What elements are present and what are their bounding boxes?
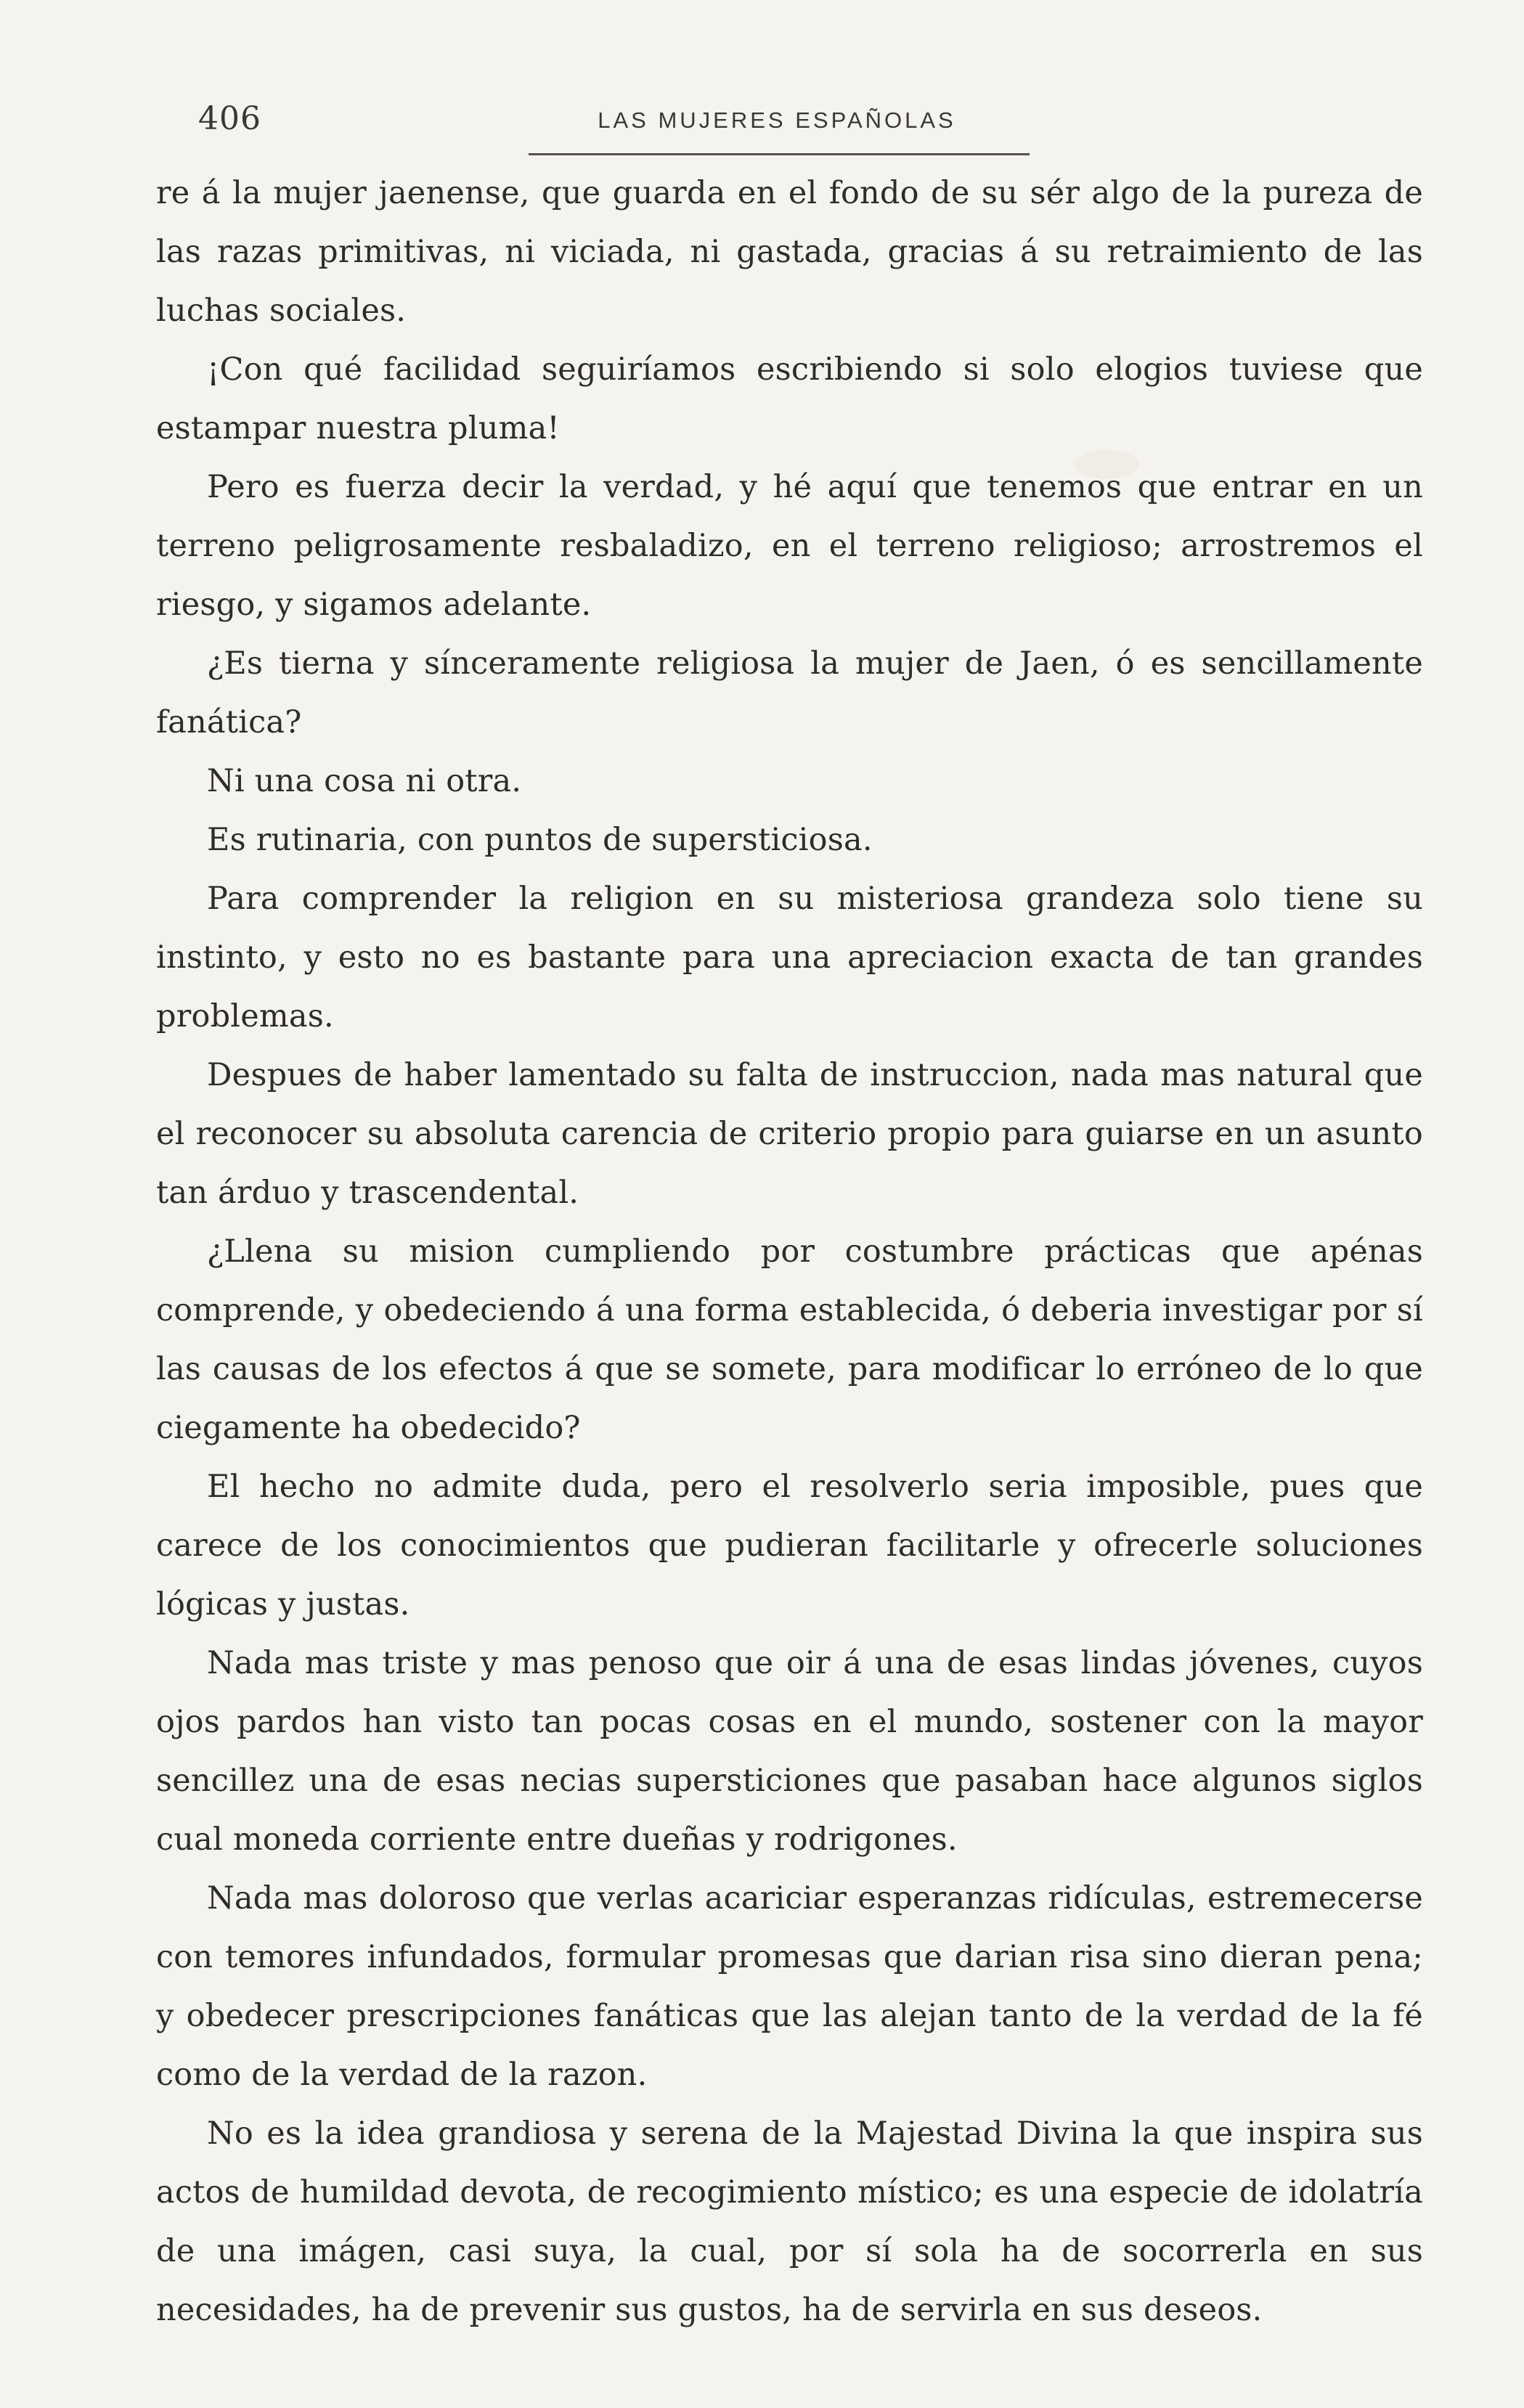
paragraph: ¿Es tierna y sínceramente religiosa la mujer de Jaen, ó es sencillamente fanática? bbox=[156, 645, 1423, 740]
paragraph: Nada mas doloroso que verlas acariciar esperanzas ridículas, estremecerse con temores infundados, formular promesas que darian risa sino dieran pena; y obedecer prescripciones fanáticas que las alejan tanto de la verdad de la fé como de la verdad de la razon. bbox=[156, 1880, 1423, 2093]
paragraph: Para comprender la religion en su misteriosa grandeza solo tiene su instinto, y esto no es bastante para una apreciacion exacta de tan grandes problemas. bbox=[156, 881, 1423, 1034]
running-title: LAS MUJERES ESPAÑOLAS bbox=[598, 107, 956, 133]
paragraph: El hecho no admite duda, pero el resolverlo seria imposible, pues que carece de los conocimientos que pudieran facilitarle y ofrecerle soluciones lógicas y justas. bbox=[156, 1469, 1423, 1623]
header-rule bbox=[529, 153, 1030, 155]
paragraph: Ni una cosa ni otra. bbox=[207, 763, 522, 799]
body-text bbox=[156, 164, 1423, 2340]
paragraph: Despues de haber lamentado su falta de instruccion, nada mas natural que el reconocer su absoluta carencia de criterio propio para guiarse en un asunto tan árduo y trascendental. bbox=[156, 1057, 1423, 1211]
paragraph: re á la mujer jaenense, que guarda en el fondo de su sér algo de la pureza de las razas primitivas, ni viciada, ni gastada, gracias á su retraimiento de las luchas sociales. bbox=[156, 175, 1423, 329]
paragraph: No es la idea grandiosa y serena de la Majestad Divina la que inspira sus actos de humildad devota, de recogimiento místico; es una especie de idolatría de una imágen, casi suya, la cual, por sí sola ha de socorrerla en sus necesidades, ha de prevenir sus gustos, ha de servirla en sus deseos. bbox=[156, 2115, 1423, 2328]
paragraph: ¿Llena su mision cumpliendo por costumbre prácticas que apénas comprende, y obedeciendo á una forma establecida, ó deberia investigar por sí las causas de los efectos á que se somete, para modificar lo erróneo de lo que ciegamente ha obedecido? bbox=[156, 1233, 1423, 1446]
paragraph: Pero es fuerza decir la verdad, y hé aquí que tenemos que entrar en un terreno peligrosamente resbaladizo, en el terreno religioso; arrostremos el riesgo, y sigamos adelante. bbox=[156, 469, 1423, 623]
page-number: 406 bbox=[198, 100, 261, 137]
page-header bbox=[0, 0, 1524, 160]
paragraph: ¡Con qué facilidad seguiríamos escribiendo si solo elogios tuviese que estampar nuestra pluma! bbox=[156, 351, 1423, 446]
paragraph: Es rutinaria, con puntos de supersticiosa. bbox=[207, 822, 873, 858]
paragraph: Nada mas triste y mas penoso que oir á una de esas lindas jóvenes, cuyos ojos pardos han visto tan pocas cosas en el mundo, sostener con la mayor sencillez una de esas necias supersticiones que pasaban hace algunos siglos cual moneda corriente entre dueñas y rodrigones. bbox=[156, 1645, 1423, 1858]
